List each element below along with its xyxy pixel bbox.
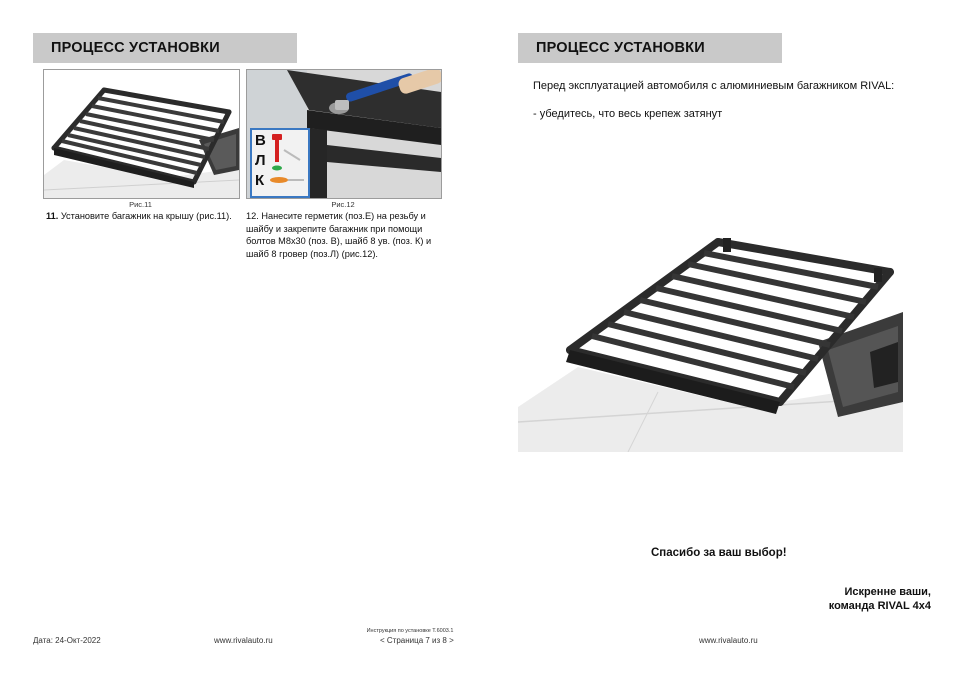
footer-date: Дата: 24-Окт-2022: [33, 636, 101, 645]
signature-block: [715, 585, 931, 613]
step-11-description: Установите багажник на крышу (рис.11).: [60, 211, 232, 221]
signature-line-2: команда RIVAL 4x4: [828, 600, 931, 612]
footer-instruction-code: Инструкция по установке T.6003.1: [366, 628, 454, 634]
step-12-line-4: шайб 8 гровер (поз.Л) (рис.12).: [246, 248, 378, 259]
bolt-washer-icon: [268, 132, 308, 194]
hardware-legend-inset: [250, 128, 310, 198]
thank-you-text: Спасибо за ваш выбор!: [651, 547, 787, 559]
step-12-line-3: болтов М8х30 (поз. В), шайб 8 ув. (поз. К) и: [246, 236, 432, 246]
signature-line-1: Искренне ваши,: [844, 586, 931, 598]
footer-website[interactable]: www.rivalauto.ru: [214, 636, 273, 645]
figure-12-caption: Рис.12: [331, 200, 355, 209]
figure-12-image: [246, 69, 442, 199]
step-12-line-1: [246, 210, 446, 223]
step-12-line-1-text: Нанесите герметик (поз.Е) на резьбу и: [261, 211, 426, 221]
footer-page-number: < Страница 7 из 8 >: [380, 636, 454, 645]
section-header: ПРОЦЕСС УСТАНОВКИ: [33, 33, 297, 63]
legend-label-k: К: [255, 172, 265, 189]
roof-rack-photo: [518, 232, 903, 452]
legend-label-v: В: [255, 132, 266, 149]
footer-website[interactable]: www.rivalauto.ru: [699, 636, 758, 645]
figure-11-caption: Рис.11: [129, 200, 152, 209]
intro-text: Перед эксплуатацией автомобиля с алюминиевым багажником RIVAL:: [533, 80, 895, 92]
section-header: ПРОЦЕСС УСТАНОВКИ: [518, 33, 782, 63]
roof-rack-car-illustration: [518, 232, 903, 452]
figure-11-image: [43, 69, 240, 199]
step-11-number: 11.: [46, 211, 59, 221]
step-12-text: [246, 210, 446, 260]
step-12-number: 12.: [246, 211, 259, 221]
right-page: [485, 0, 970, 677]
step-11-text: [46, 210, 241, 223]
legend-label-l: Л: [255, 152, 266, 169]
bullet-text: - убедитесь, что весь крепеж затянут: [533, 108, 723, 120]
step-12-line-2: шайбу и закрепите багажник при помощи: [246, 223, 423, 234]
roof-rack-on-car-illustration: [44, 70, 239, 198]
